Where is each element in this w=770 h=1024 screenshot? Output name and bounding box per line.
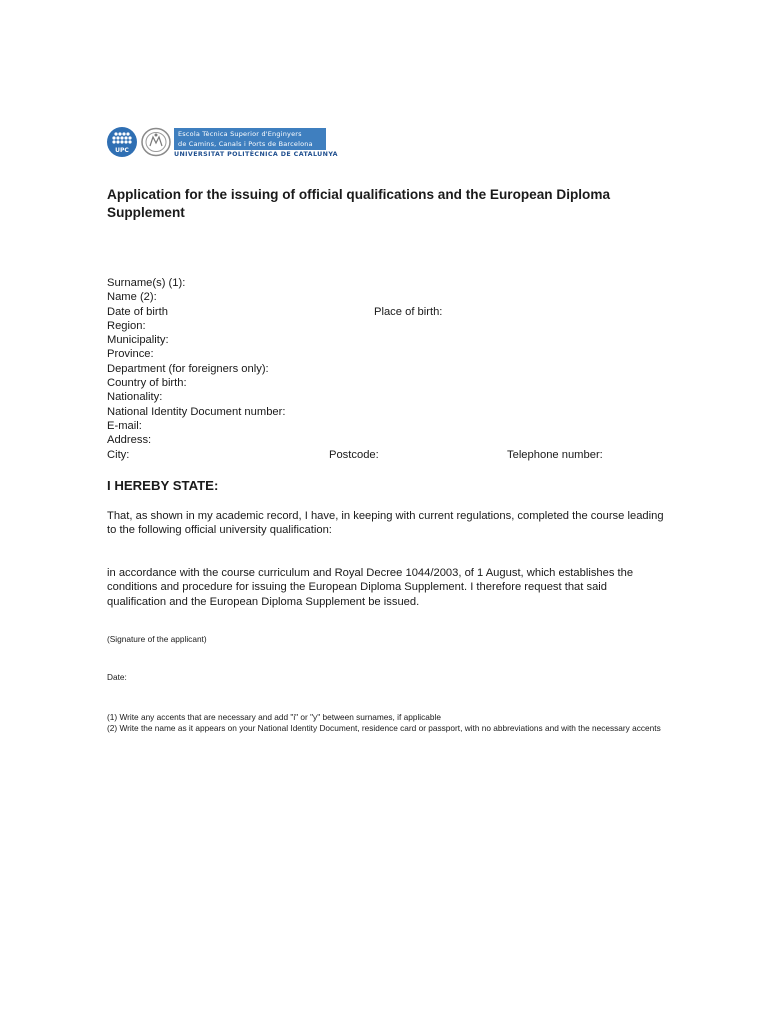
school-name-line2: de Camins, Canals i Ports de Barcelona — [178, 140, 313, 148]
region-label: Region: — [107, 319, 146, 332]
footnotes — [107, 712, 677, 735]
province-label: Province: — [107, 348, 154, 361]
field-region — [107, 319, 667, 333]
footnote-1: (1) Write any accents that are necessary and add "i" or "y" between surnames, if applicable — [107, 712, 441, 722]
field-nationality — [107, 390, 667, 404]
document-title: Application for the issuing of official qualifications and the European Diploma Supplement — [107, 187, 611, 220]
upc-logo-icon — [107, 127, 137, 157]
field-province — [107, 347, 667, 361]
municipality-label: Municipality: — [107, 334, 169, 347]
email-label: E-mail: — [107, 419, 142, 432]
nationality-label: Nationality: — [107, 391, 163, 404]
postcode-label: Postcode: — [329, 448, 379, 461]
statement-paragraph-2: in accordance with the course curriculum and Royal Decree 1044/2003, of 1 August, which establishes the conditions and procedure for issuing the European Diploma Supplement. I therefore request that said qualification and the European Diploma Supplement be issued. — [107, 567, 634, 608]
school-name-banner — [174, 128, 326, 150]
university-name: UNIVERSITAT POLITÈCNICA DE CATALUNYA — [174, 151, 338, 158]
country-of-birth-label: Country of birth: — [107, 377, 187, 390]
university-logo — [107, 127, 338, 159]
date-of-birth-label: Date of birth — [107, 305, 168, 318]
field-city-postcode-telephone — [107, 448, 667, 462]
signature-label: (Signature of the applicant) — [107, 634, 207, 644]
address-label: Address: — [107, 434, 152, 447]
field-birth — [107, 305, 667, 319]
surnames-label: Surname(s) (1): — [107, 277, 186, 289]
statement-heading: I HEREBY STATE: — [107, 478, 219, 493]
upc-mark-text: UPC — [115, 147, 129, 154]
name-label: Name (2): — [107, 291, 157, 304]
date-label: Date: — [107, 672, 127, 682]
statement-paragraph-1: That, as shown in my academic record, I have, in keeping with current regulations, completed the course leading to the following official university qualification: — [107, 510, 664, 537]
applicant-fields — [107, 276, 667, 462]
place-of-birth-label: Place of birth: — [374, 305, 443, 318]
telephone-label: Telephone number: — [507, 448, 603, 461]
field-department — [107, 362, 667, 376]
field-name — [107, 290, 667, 304]
field-municipality — [107, 333, 667, 347]
department-label: Department (for foreigners only): — [107, 362, 269, 375]
field-email — [107, 419, 667, 433]
university-seal-icon — [140, 127, 172, 157]
school-name-line1: Escola Tècnica Superior d'Enginyers — [178, 130, 302, 138]
field-id-number — [107, 405, 667, 419]
field-address — [107, 433, 667, 447]
footnote-2: (2) Write the name as it appears on your National Identity Document, residence card or passport, with no abbreviations and with the necessary accents — [107, 723, 661, 734]
field-country-of-birth — [107, 376, 667, 390]
field-surnames — [107, 276, 667, 290]
city-label: City: — [107, 448, 130, 461]
id-number-label: National Identity Document number: — [107, 405, 286, 418]
